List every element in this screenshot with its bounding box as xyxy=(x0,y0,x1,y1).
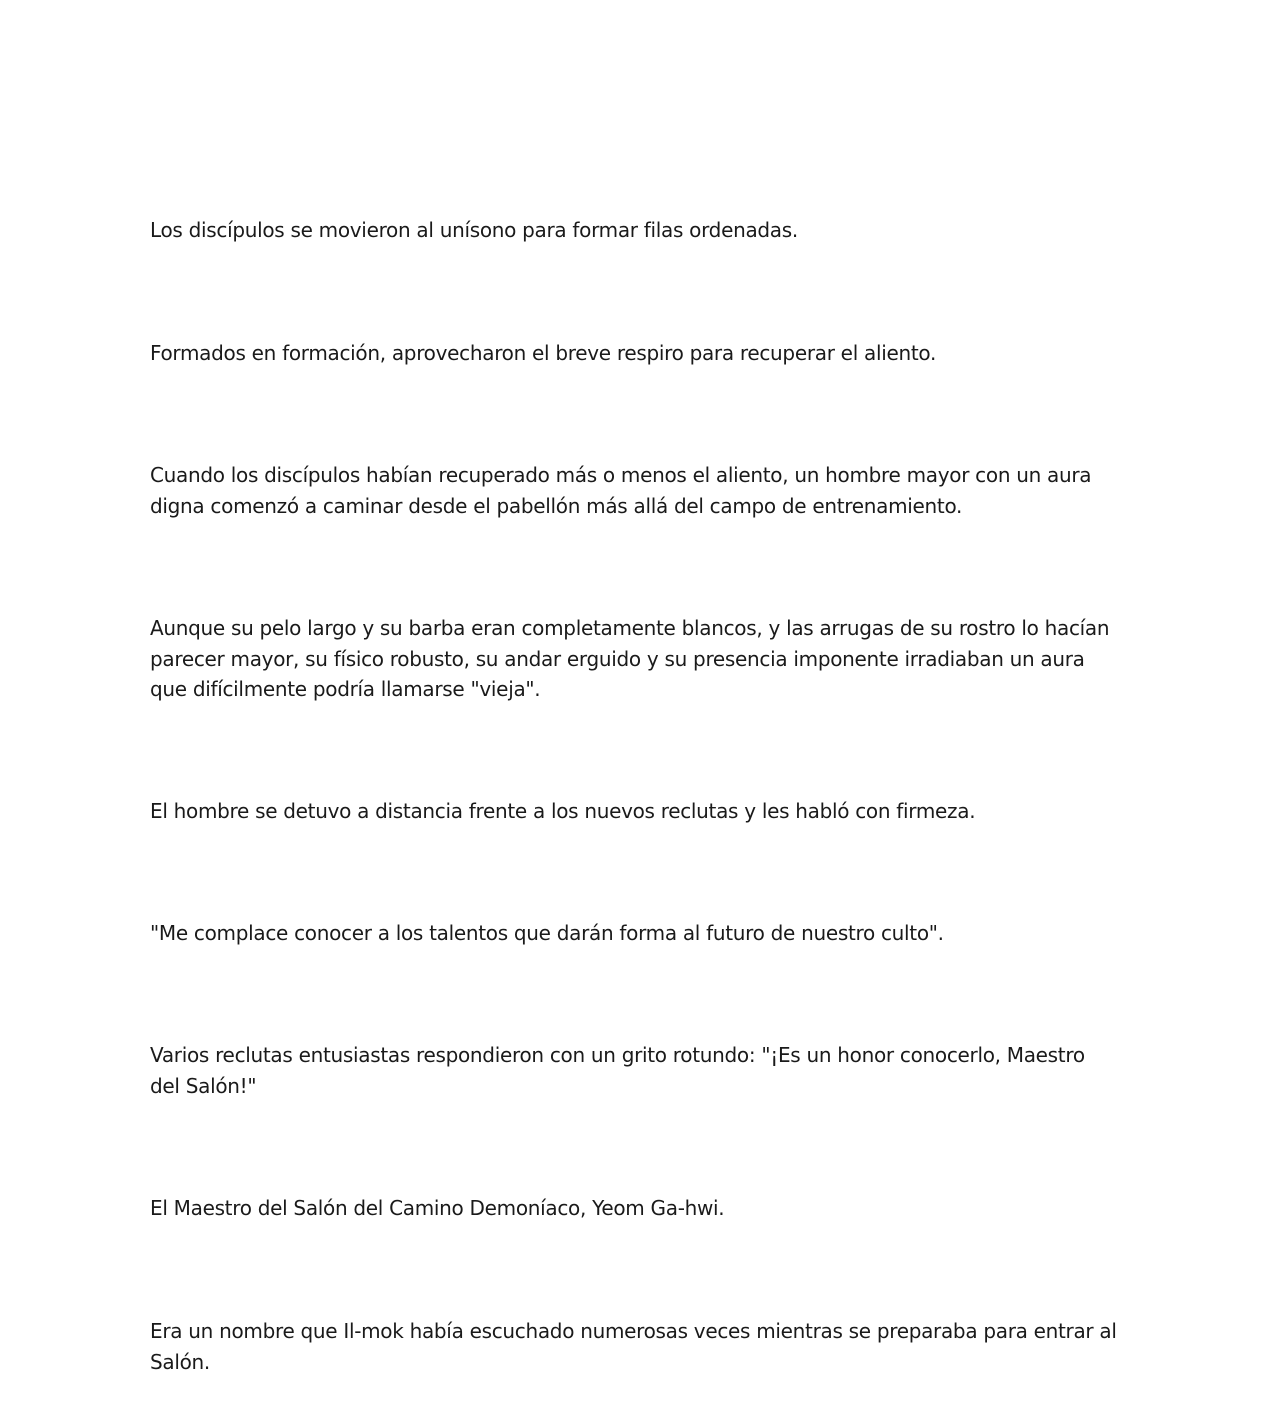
paragraph-6: "Me complace conocer a los talentos que darán forma al futuro de nuestro culto". xyxy=(150,921,944,945)
paragraph-2: Formados en formación, aprovecharon el breve respiro para recuperar el aliento. xyxy=(150,341,937,365)
paragraph-9: Era un nombre que Il-mok había escuchado numerosas veces mientras se preparaba para entrar al Salón. xyxy=(150,1319,1117,1374)
paragraph-8: El Maestro del Salón del Camino Demoníaco, Yeom Ga-hwi. xyxy=(150,1196,725,1220)
paragraph-5: El hombre se detuvo a distancia frente a los nuevos reclutas y les habló con firmeza. xyxy=(150,799,976,823)
paragraph-4: Aunque su pelo largo y su barba eran completamente blancos, y las arrugas de su rostro lo hacían parecer mayor, su físico robusto, su andar erguido y su presencia imponente irradiaban un aura que difícilmente podría llamarse "vieja". xyxy=(150,616,1110,701)
paragraph-3: Cuando los discípulos habían recuperado más o menos el aliento, un hombre mayor con un aura digna comenzó a caminar desde el pabellón más allá del campo de entrenamiento. xyxy=(150,463,1092,518)
paragraph-1: Los discípulos se movieron al unísono para formar filas ordenadas. xyxy=(150,218,798,242)
paragraph-7: Varios reclutas entusiastas respondieron con un grito rotundo: "¡Es un honor conocerlo, Maestro del Salón!" xyxy=(150,1043,1085,1098)
